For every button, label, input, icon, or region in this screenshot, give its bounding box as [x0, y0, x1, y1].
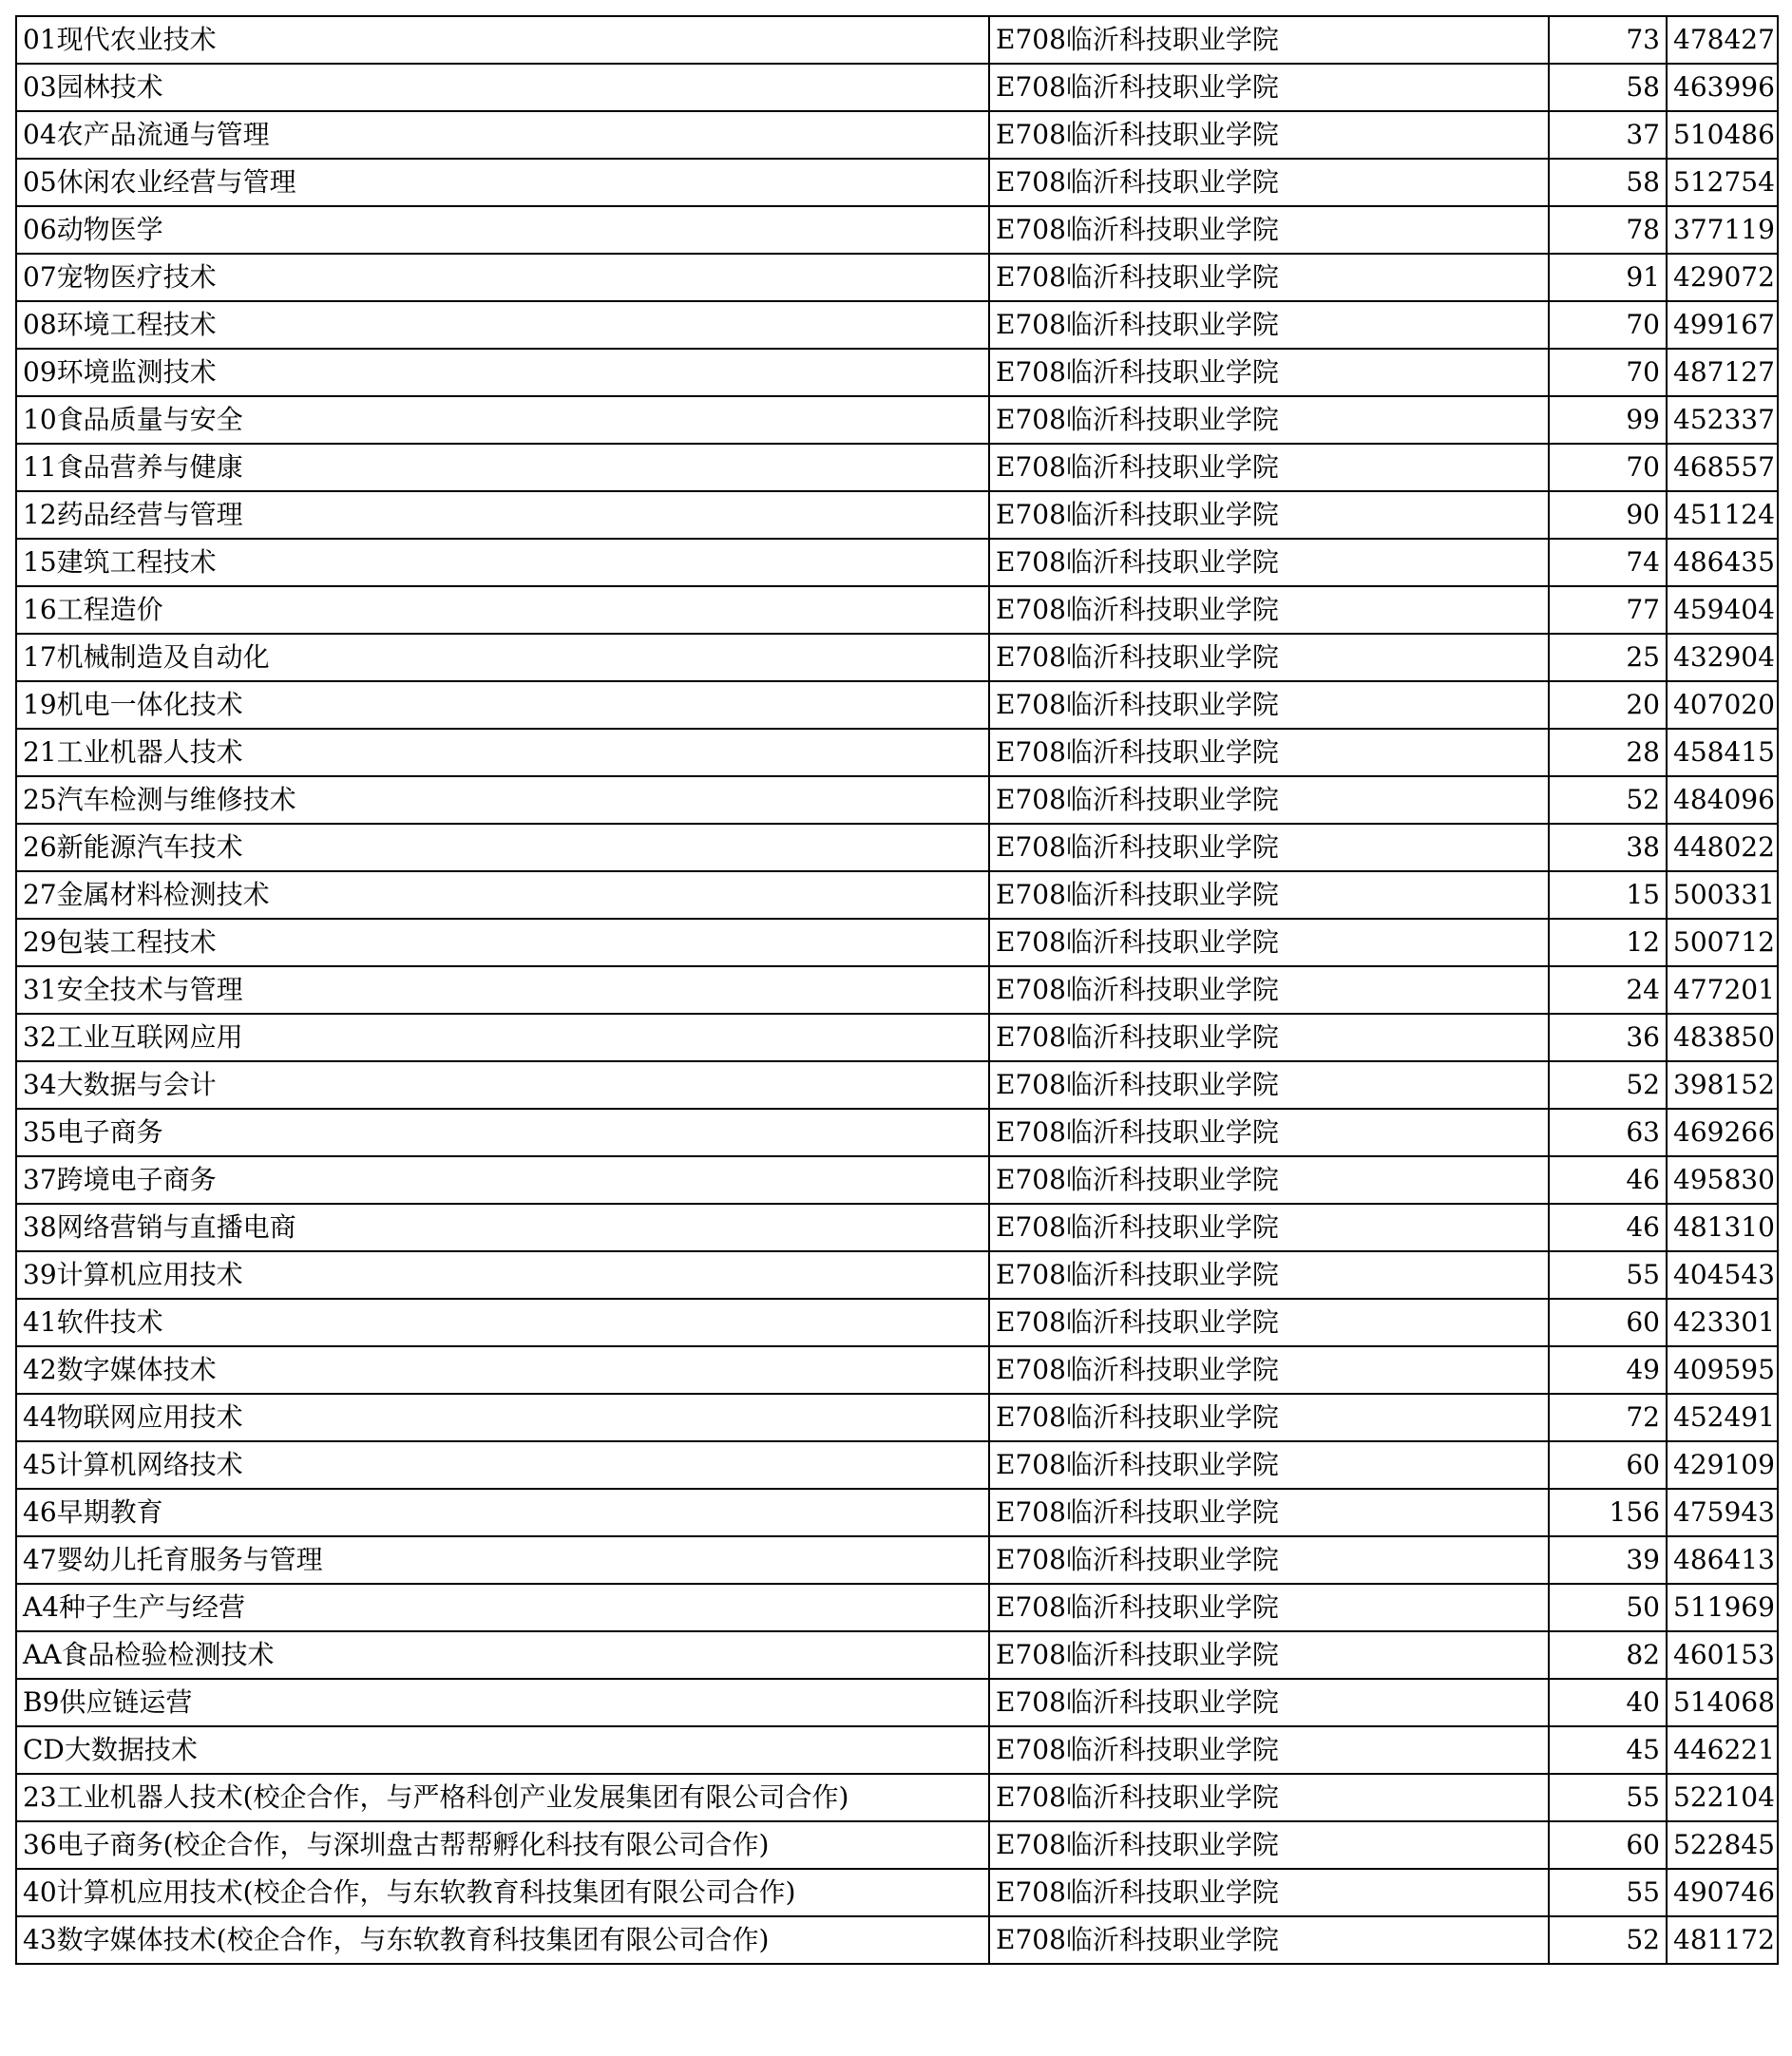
major-cell: 47婴幼儿托育服务与管理 — [16, 1536, 989, 1584]
rank-cell: 487127 — [1667, 349, 1778, 396]
school-cell: E708临沂科技职业学院 — [989, 1679, 1549, 1726]
rank-cell: 512754 — [1667, 159, 1778, 206]
table-row — [16, 111, 1778, 159]
school-cell: E708临沂科技职业学院 — [989, 491, 1549, 539]
rank-cell: 486435 — [1667, 539, 1778, 586]
table-row — [16, 1346, 1778, 1394]
major-cell: 41软件技术 — [16, 1299, 989, 1346]
rank-cell: 468557 — [1667, 444, 1778, 491]
plan-count-cell: 49 — [1549, 1346, 1667, 1394]
rank-cell: 510486 — [1667, 111, 1778, 159]
major-cell: 09环境监测技术 — [16, 349, 989, 396]
major-cell: 43数字媒体技术(校企合作，与东软教育科技集团有限公司合作) — [16, 1916, 989, 1964]
table-row — [16, 966, 1778, 1014]
plan-count-cell: 25 — [1549, 634, 1667, 681]
plan-count-cell: 77 — [1549, 586, 1667, 634]
table-row — [16, 16, 1778, 64]
rank-cell: 459404 — [1667, 586, 1778, 634]
rank-cell: 446221 — [1667, 1726, 1778, 1774]
school-cell: E708临沂科技职业学院 — [989, 1584, 1549, 1631]
plan-count-cell: 58 — [1549, 64, 1667, 111]
major-cell: 12药品经营与管理 — [16, 491, 989, 539]
plan-count-cell: 63 — [1549, 1109, 1667, 1156]
rank-cell: 463996 — [1667, 64, 1778, 111]
rank-cell: 429109 — [1667, 1441, 1778, 1489]
major-cell: 25汽车检测与维修技术 — [16, 776, 989, 824]
major-cell: 07宠物医疗技术 — [16, 254, 989, 301]
rank-cell: 511969 — [1667, 1584, 1778, 1631]
table-row — [16, 776, 1778, 824]
rank-cell: 469266 — [1667, 1109, 1778, 1156]
rank-cell: 451124 — [1667, 491, 1778, 539]
rank-cell: 478427 — [1667, 16, 1778, 64]
major-cell: 17机械制造及自动化 — [16, 634, 989, 681]
rank-cell: 452337 — [1667, 396, 1778, 444]
plan-count-cell: 39 — [1549, 1536, 1667, 1584]
school-cell: E708临沂科技职业学院 — [989, 1156, 1549, 1204]
school-cell: E708临沂科技职业学院 — [989, 539, 1549, 586]
major-cell: A4种子生产与经营 — [16, 1584, 989, 1631]
school-cell: E708临沂科技职业学院 — [989, 1251, 1549, 1299]
rank-cell: 486413 — [1667, 1536, 1778, 1584]
school-cell: E708临沂科技职业学院 — [989, 1726, 1549, 1774]
major-cell: 11食品营养与健康 — [16, 444, 989, 491]
table-row — [16, 919, 1778, 966]
rank-cell: 407020 — [1667, 681, 1778, 729]
major-cell: 23工业机器人技术(校企合作，与严格科创产业发展集团有限公司合作) — [16, 1774, 989, 1821]
plan-count-cell: 55 — [1549, 1251, 1667, 1299]
school-cell: E708临沂科技职业学院 — [989, 871, 1549, 919]
rank-cell: 490746 — [1667, 1869, 1778, 1916]
major-cell: 29包装工程技术 — [16, 919, 989, 966]
table-row — [16, 1014, 1778, 1061]
school-cell: E708临沂科技职业学院 — [989, 301, 1549, 349]
plan-count-cell: 36 — [1549, 1014, 1667, 1061]
plan-count-cell: 74 — [1549, 539, 1667, 586]
plan-count-cell: 91 — [1549, 254, 1667, 301]
school-cell: E708临沂科技职业学院 — [989, 349, 1549, 396]
plan-count-cell: 52 — [1549, 1916, 1667, 1964]
school-cell: E708临沂科技职业学院 — [989, 776, 1549, 824]
major-cell: 31安全技术与管理 — [16, 966, 989, 1014]
rank-cell: 377119 — [1667, 206, 1778, 254]
plan-count-cell: 72 — [1549, 1394, 1667, 1441]
major-cell: 01现代农业技术 — [16, 16, 989, 64]
table-row — [16, 1916, 1778, 1964]
rank-cell: 495830 — [1667, 1156, 1778, 1204]
major-cell: 34大数据与会计 — [16, 1061, 989, 1109]
plan-count-cell: 156 — [1549, 1489, 1667, 1536]
major-cell: 10食品质量与安全 — [16, 396, 989, 444]
major-cell: 45计算机网络技术 — [16, 1441, 989, 1489]
school-cell: E708临沂科技职业学院 — [989, 111, 1549, 159]
rank-cell: 481310 — [1667, 1204, 1778, 1251]
school-cell: E708临沂科技职业学院 — [989, 444, 1549, 491]
school-cell: E708临沂科技职业学院 — [989, 729, 1549, 776]
table-row — [16, 1631, 1778, 1679]
school-cell: E708临沂科技职业学院 — [989, 1394, 1549, 1441]
plan-count-cell: 24 — [1549, 966, 1667, 1014]
major-cell: 08环境工程技术 — [16, 301, 989, 349]
table-row — [16, 349, 1778, 396]
major-cell: B9供应链运营 — [16, 1679, 989, 1726]
major-cell: 38网络营销与直播电商 — [16, 1204, 989, 1251]
plan-count-cell: 70 — [1549, 349, 1667, 396]
plan-count-cell: 28 — [1549, 729, 1667, 776]
school-cell: E708临沂科技职业学院 — [989, 1536, 1549, 1584]
major-cell: 44物联网应用技术 — [16, 1394, 989, 1441]
rank-cell: 398152 — [1667, 1061, 1778, 1109]
rank-cell: 452491 — [1667, 1394, 1778, 1441]
plan-count-cell: 55 — [1549, 1869, 1667, 1916]
plan-count-cell: 40 — [1549, 1679, 1667, 1726]
school-cell: E708临沂科技职业学院 — [989, 1014, 1549, 1061]
major-cell: 36电子商务(校企合作，与深圳盘古帮帮孵化科技有限公司合作) — [16, 1821, 989, 1869]
table-row — [16, 1204, 1778, 1251]
table-row — [16, 1679, 1778, 1726]
plan-count-cell: 99 — [1549, 396, 1667, 444]
rank-cell: 481172 — [1667, 1916, 1778, 1964]
major-cell: 46早期教育 — [16, 1489, 989, 1536]
major-cell: 37跨境电子商务 — [16, 1156, 989, 1204]
rank-cell: 448022 — [1667, 824, 1778, 871]
plan-count-cell: 58 — [1549, 159, 1667, 206]
rank-cell: 522104 — [1667, 1774, 1778, 1821]
table-row — [16, 444, 1778, 491]
school-cell: E708临沂科技职业学院 — [989, 824, 1549, 871]
table-row — [16, 586, 1778, 634]
school-cell: E708临沂科技职业学院 — [989, 1204, 1549, 1251]
school-cell: E708临沂科技职业学院 — [989, 1774, 1549, 1821]
table-row — [16, 1584, 1778, 1631]
rank-cell: 499167 — [1667, 301, 1778, 349]
table-row — [16, 159, 1778, 206]
school-cell: E708临沂科技职业学院 — [989, 586, 1549, 634]
plan-count-cell: 60 — [1549, 1299, 1667, 1346]
table-row — [16, 1394, 1778, 1441]
table-row — [16, 396, 1778, 444]
school-cell: E708临沂科技职业学院 — [989, 1916, 1549, 1964]
plan-count-cell: 46 — [1549, 1156, 1667, 1204]
table-row — [16, 1869, 1778, 1916]
admissions-table — [15, 15, 1779, 1965]
school-cell: E708临沂科技职业学院 — [989, 1869, 1549, 1916]
rank-cell: 514068 — [1667, 1679, 1778, 1726]
table-row — [16, 1726, 1778, 1774]
plan-count-cell: 45 — [1549, 1726, 1667, 1774]
table-row — [16, 1774, 1778, 1821]
plan-count-cell: 38 — [1549, 824, 1667, 871]
table-row — [16, 206, 1778, 254]
school-cell: E708临沂科技职业学院 — [989, 206, 1549, 254]
table-row — [16, 871, 1778, 919]
plan-count-cell: 15 — [1549, 871, 1667, 919]
plan-count-cell: 37 — [1549, 111, 1667, 159]
plan-count-cell: 90 — [1549, 491, 1667, 539]
rank-cell: 409595 — [1667, 1346, 1778, 1394]
school-cell: E708临沂科技职业学院 — [989, 681, 1549, 729]
major-cell: 32工业互联网应用 — [16, 1014, 989, 1061]
school-cell: E708临沂科技职业学院 — [989, 396, 1549, 444]
table-row — [16, 491, 1778, 539]
school-cell: E708临沂科技职业学院 — [989, 1441, 1549, 1489]
rank-cell: 475943 — [1667, 1489, 1778, 1536]
rank-cell: 500331 — [1667, 871, 1778, 919]
table-body — [16, 16, 1778, 1964]
table-row — [16, 64, 1778, 111]
table-row — [16, 634, 1778, 681]
plan-count-cell: 82 — [1549, 1631, 1667, 1679]
major-cell: 40计算机应用技术(校企合作，与东软教育科技集团有限公司合作) — [16, 1869, 989, 1916]
plan-count-cell: 50 — [1549, 1584, 1667, 1631]
table-row — [16, 681, 1778, 729]
major-cell: 35电子商务 — [16, 1109, 989, 1156]
major-cell: 42数字媒体技术 — [16, 1346, 989, 1394]
major-cell: 03园林技术 — [16, 64, 989, 111]
school-cell: E708临沂科技职业学院 — [989, 254, 1549, 301]
table-row — [16, 539, 1778, 586]
plan-count-cell: 12 — [1549, 919, 1667, 966]
plan-count-cell: 60 — [1549, 1821, 1667, 1869]
major-cell: 16工程造价 — [16, 586, 989, 634]
school-cell: E708临沂科技职业学院 — [989, 634, 1549, 681]
plan-count-cell: 52 — [1549, 776, 1667, 824]
rank-cell: 404543 — [1667, 1251, 1778, 1299]
table-row — [16, 301, 1778, 349]
plan-count-cell: 73 — [1549, 16, 1667, 64]
table-row — [16, 1821, 1778, 1869]
rank-cell: 522845 — [1667, 1821, 1778, 1869]
school-cell: E708临沂科技职业学院 — [989, 919, 1549, 966]
major-cell: 39计算机应用技术 — [16, 1251, 989, 1299]
plan-count-cell: 55 — [1549, 1774, 1667, 1821]
rank-cell: 500712 — [1667, 919, 1778, 966]
major-cell: AA食品检验检测技术 — [16, 1631, 989, 1679]
school-cell: E708临沂科技职业学院 — [989, 16, 1549, 64]
plan-count-cell: 70 — [1549, 444, 1667, 491]
table-row — [16, 1489, 1778, 1536]
rank-cell: 477201 — [1667, 966, 1778, 1014]
major-cell: 04农产品流通与管理 — [16, 111, 989, 159]
school-cell: E708临沂科技职业学院 — [989, 159, 1549, 206]
plan-count-cell: 70 — [1549, 301, 1667, 349]
rank-cell: 432904 — [1667, 634, 1778, 681]
school-cell: E708临沂科技职业学院 — [989, 1821, 1549, 1869]
major-cell: 15建筑工程技术 — [16, 539, 989, 586]
school-cell: E708临沂科技职业学院 — [989, 1299, 1549, 1346]
school-cell: E708临沂科技职业学院 — [989, 1489, 1549, 1536]
school-cell: E708临沂科技职业学院 — [989, 1061, 1549, 1109]
plan-count-cell: 52 — [1549, 1061, 1667, 1109]
table-row — [16, 729, 1778, 776]
rank-cell: 460153 — [1667, 1631, 1778, 1679]
rank-cell: 458415 — [1667, 729, 1778, 776]
major-cell: 26新能源汽车技术 — [16, 824, 989, 871]
rank-cell: 423301 — [1667, 1299, 1778, 1346]
plan-count-cell: 20 — [1549, 681, 1667, 729]
major-cell: 27金属材料检测技术 — [16, 871, 989, 919]
table-row — [16, 1536, 1778, 1584]
major-cell: 21工业机器人技术 — [16, 729, 989, 776]
major-cell: 06动物医学 — [16, 206, 989, 254]
major-cell: 19机电一体化技术 — [16, 681, 989, 729]
table-row — [16, 1251, 1778, 1299]
table-row — [16, 1061, 1778, 1109]
school-cell: E708临沂科技职业学院 — [989, 1346, 1549, 1394]
school-cell: E708临沂科技职业学院 — [989, 1109, 1549, 1156]
table-row — [16, 1156, 1778, 1204]
rank-cell: 483850 — [1667, 1014, 1778, 1061]
school-cell: E708临沂科技职业学院 — [989, 1631, 1549, 1679]
table-row — [16, 1441, 1778, 1489]
school-cell: E708临沂科技职业学院 — [989, 64, 1549, 111]
rank-cell: 484096 — [1667, 776, 1778, 824]
school-cell: E708临沂科技职业学院 — [989, 966, 1549, 1014]
plan-count-cell: 78 — [1549, 206, 1667, 254]
major-cell: CD大数据技术 — [16, 1726, 989, 1774]
table-row — [16, 1299, 1778, 1346]
table-row — [16, 824, 1778, 871]
rank-cell: 429072 — [1667, 254, 1778, 301]
plan-count-cell: 46 — [1549, 1204, 1667, 1251]
plan-count-cell: 60 — [1549, 1441, 1667, 1489]
table-row — [16, 1109, 1778, 1156]
major-cell: 05休闲农业经营与管理 — [16, 159, 989, 206]
table-row — [16, 254, 1778, 301]
